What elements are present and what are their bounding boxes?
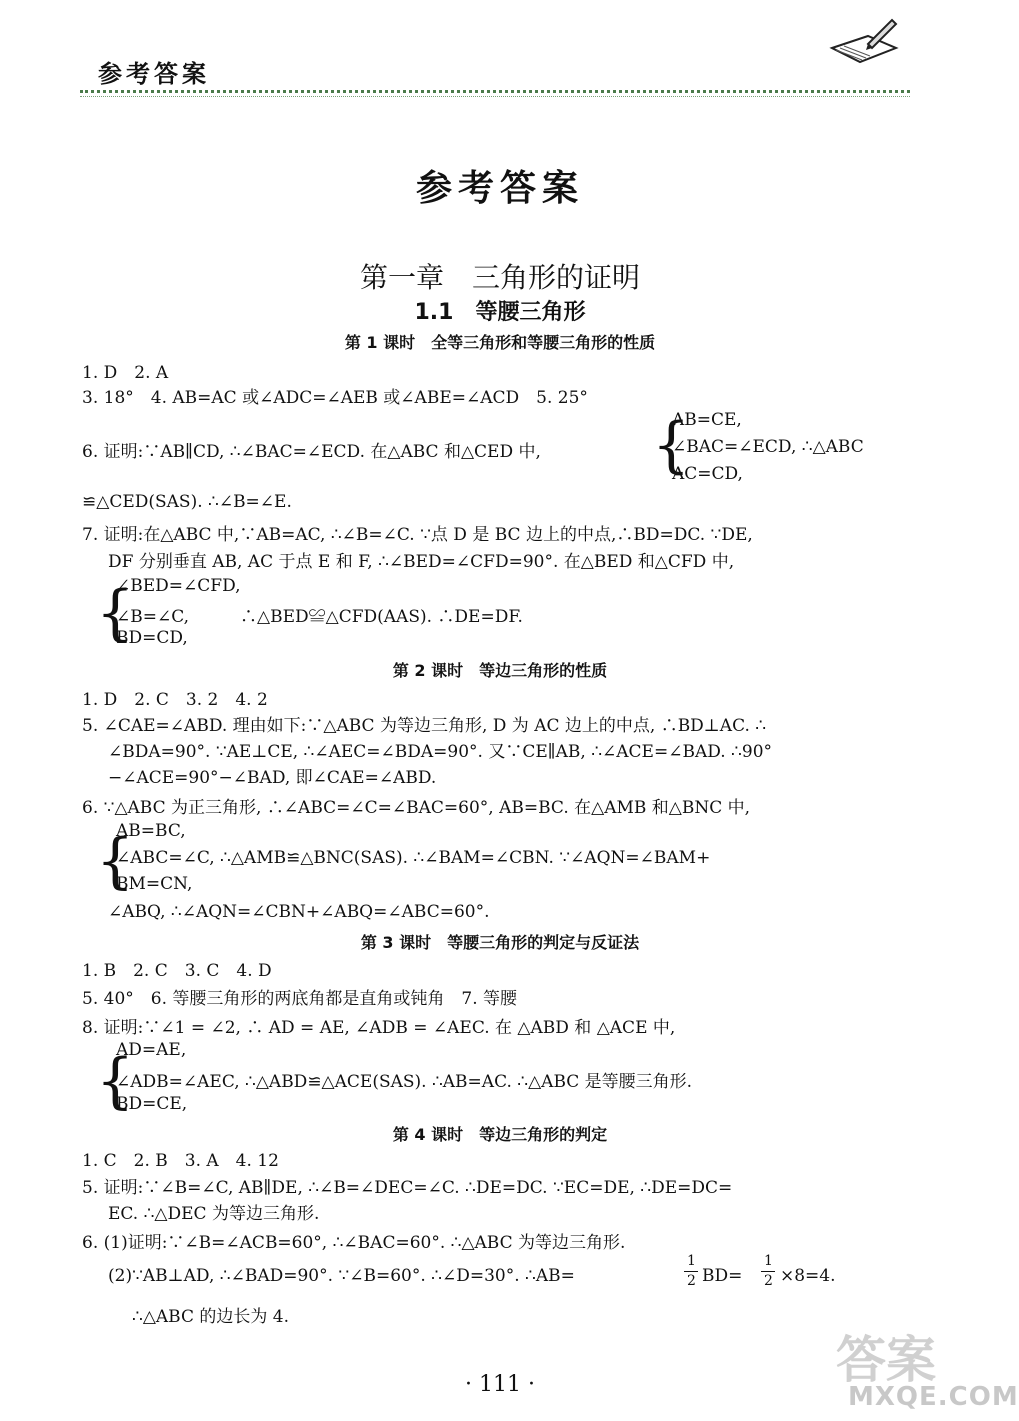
brace-icon: {: [96, 578, 135, 648]
answer-line: 8. 证明:∵∠1 = ∠2, ∴ AD = AE, ∠ADB = ∠AEC. 在 △ABD 和 △ACE 中,: [82, 1018, 676, 1038]
answer-line: ∠ABQ, ∴∠AQN=∠CBN+∠ABQ=∠ABC=60°.: [108, 902, 490, 922]
fraction-bar: [761, 1271, 775, 1272]
answer-line: ∠ADB=∠AEC, ∴△ABD≌△ACE(SAS). ∴AB=AC. ∴△ABC 是等腰三角形.: [116, 1072, 693, 1092]
lesson-1-title: 第 1 课时 全等三角形和等腰三角形的性质: [344, 333, 656, 352]
answer-line: BD=CE,: [116, 1094, 188, 1114]
fraction-numerator: 1: [764, 1253, 773, 1269]
watermark-logo: 答案: [836, 1331, 936, 1389]
fraction-denominator: 2: [764, 1273, 773, 1289]
answer-line: DF 分别垂直 AB, AC 于点 E 和 F, ∴∠BED=∠CFD=90°. 在△BED 和△CFD 中,: [108, 552, 735, 572]
answer-line: ∠BED=∠CFD,: [116, 576, 241, 596]
answer-line: ∠B=∠C, ∴△BED≌△CFD(AAS). ∴DE=DF.: [116, 607, 523, 627]
brace-icon: {: [652, 410, 691, 480]
fraction-denominator: 2: [687, 1273, 696, 1289]
answer-line: 6. 证明:∵AB∥CD, ∴∠BAC=∠ECD. 在△ABC 和△CED 中,: [82, 442, 541, 462]
brace-icon: {: [96, 1046, 135, 1116]
answer-line: ∠ABC=∠C, ∴△AMB≌△BNC(SAS). ∴∠BAM=∠CBN. ∵∠AQN=∠BAM+: [116, 848, 711, 868]
answer-line: −∠ACE=90°−∠BAD, 即∠CAE=∠ABD.: [108, 768, 437, 788]
answer-line: ×8=4.: [780, 1266, 836, 1286]
answer-line: ≌△CED(SAS). ∴∠B=∠E.: [82, 492, 292, 512]
lesson-3-title: 第 3 课时 等腰三角形的判定与反证法: [360, 933, 640, 952]
lesson-4-title: 第 4 课时 等边三角形的判定: [392, 1125, 608, 1144]
answer-line: 7. 证明:在△ABC 中,∵AB=AC, ∴∠B=∠C. ∵点 D 是 BC 边上的中点,∴BD=DC. ∵DE,: [82, 525, 753, 545]
answer-line: 5. ∠CAE=∠ABD. 理由如下:∵△ABC 为等边三角形, D 为 AC 边上的中点, ∴BD⊥AC. ∴: [82, 716, 767, 736]
section-title: 1.1 等腰三角形: [414, 300, 586, 325]
notebook-pen-icon: [828, 18, 900, 66]
answer-line: (2)∵AB⊥AD, ∴∠BAD=90°. ∵∠B=60°. ∴∠D=30°. ∴AB=: [108, 1266, 575, 1286]
answer-line: 1. C 2. B 3. A 4. 12: [82, 1151, 279, 1171]
answer-line: BD=CD,: [116, 628, 188, 648]
answer-line: 3. 18° 4. AB=AC 或∠ADC=∠AEB 或∠ABE=∠ACD 5. 25°: [82, 388, 588, 408]
answer-line: BD=: [702, 1266, 743, 1286]
answer-line: 5. 40° 6. 等腰三角形的两底角都是直角或钝角 7. 等腰: [82, 989, 518, 1009]
chapter-title: 第一章 三角形的证明: [359, 261, 640, 294]
lesson-2-title: 第 2 课时 等边三角形的性质: [392, 661, 608, 680]
answer-line: ∴△ABC 的边长为 4.: [132, 1307, 290, 1327]
fraction-numerator: 1: [687, 1253, 696, 1269]
page-number: · 111 ·: [465, 1372, 535, 1397]
answer-line: 6. (1)证明:∵∠B=∠ACB=60°, ∴∠BAC=60°. ∴△ABC 为等边三角形.: [82, 1233, 626, 1253]
answer-line: 6. ∵△ABC 为正三角形, ∴∠ABC=∠C=∠BAC=60°, AB=BC. 在△AMB 和△BNC 中,: [82, 798, 751, 818]
answer-line: 1. D 2. C 3. 2 4. 2: [82, 690, 268, 710]
header-title: 参考答案: [98, 60, 210, 88]
fraction-bar: [684, 1271, 698, 1272]
answer-line: AB=CE,: [672, 410, 742, 430]
answer-line: AC=CD,: [672, 464, 743, 484]
answer-line: AD=AE,: [116, 1040, 187, 1060]
header-rule: [80, 0, 910, 100]
brace-icon: {: [96, 826, 135, 896]
answer-line: 1. D 2. A: [82, 363, 169, 383]
watermark-text: MXQE.COM: [848, 1382, 1019, 1412]
answer-line: ∠BDA=90°. ∵AE⊥CE, ∴∠AEC=∠BDA=90°. 又∵CE∥AB, ∴∠ACE=∠BAD. ∴90°: [108, 742, 773, 762]
answer-line: 5. 证明:∵∠B=∠C, AB∥DE, ∴∠B=∠DEC=∠C. ∴DE=DC. ∵EC=DE, ∴DE=DC=: [82, 1178, 733, 1198]
page-title: 参考答案: [415, 168, 584, 209]
answer-line: EC. ∴△DEC 为等边三角形.: [108, 1204, 320, 1224]
answer-line: ∠BAC=∠ECD, ∴△ABC: [672, 437, 864, 457]
answer-line: BM=CN,: [116, 874, 193, 894]
answer-line: 1. B 2. C 3. C 4. D: [82, 961, 272, 981]
answer-line: AB=BC,: [116, 821, 186, 841]
